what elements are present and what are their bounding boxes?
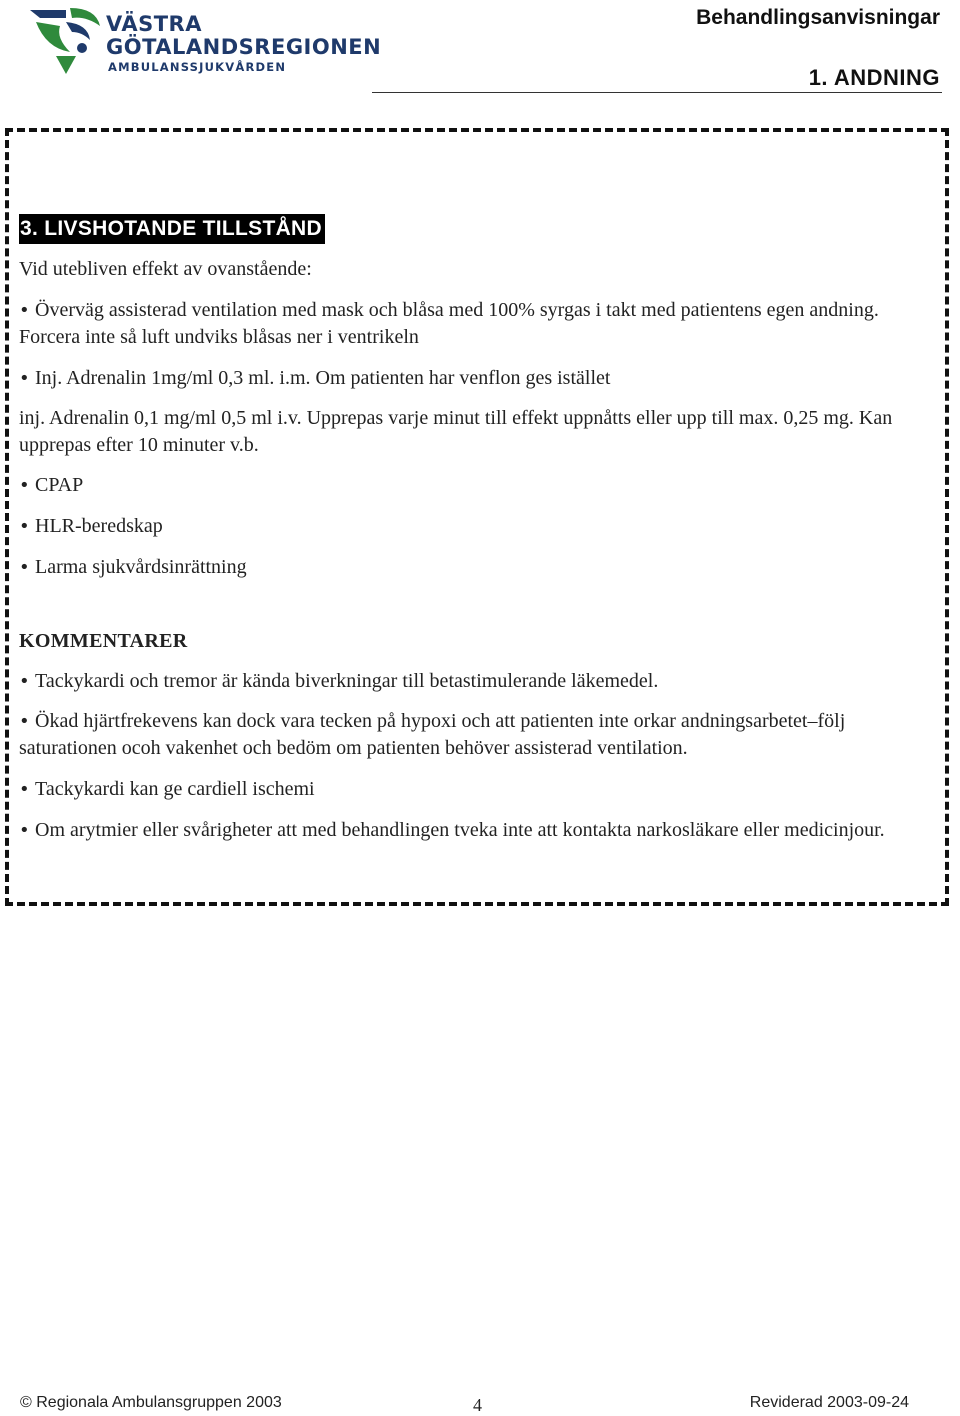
bullet-icon: [19, 365, 35, 392]
chapter-title: 1. ANDNING: [808, 65, 940, 90]
page-header: [0, 0, 960, 100]
page-number: 4: [473, 1395, 482, 1415]
logo-text-line2: GÖTALANDSREGIONEN: [106, 35, 382, 59]
bullet-icon: [19, 708, 35, 735]
list-item: •Tackykardi och tremor är kända biverkningar till betastimulerande läkemedel.: [19, 668, 939, 695]
header-divider: [372, 92, 942, 93]
section-intro: Vid utebliven effekt av ovanstående:: [19, 258, 312, 280]
document-title: Behandlingsanvisningar: [696, 6, 940, 29]
bullet-icon: [19, 668, 35, 695]
vgr-logo: [26, 4, 382, 76]
page-footer: [0, 1394, 960, 1416]
bullet-icon: [19, 472, 35, 499]
bullet-icon: [19, 817, 35, 844]
bullet-icon: [19, 513, 35, 540]
logo-text-line1: VÄSTRA: [106, 12, 202, 36]
section-title: 3. LIVSHOTANDE TILLSTÅND: [19, 214, 325, 244]
logo-emblem-icon: [26, 4, 106, 76]
list-item: •Om arytmier eller svårigheter att med behandlingen tveka inte att kontakta narkosläkare eller medicinjour.: [19, 817, 939, 844]
comments-title: KOMMENTARER: [19, 630, 188, 652]
list-item: •Ökad hjärtfrekevens kan dock vara tecken på hypoxi och att patienten inte orkar andningsarbetet–följ saturationen ocoh vakenhet och bedöm om patienten behöver assisterad ventilation.: [19, 708, 939, 762]
bullet-icon: [19, 554, 35, 581]
list-item: •CPAP: [19, 472, 939, 499]
list-item: •Larma sjukvårdsinrättning: [19, 554, 939, 581]
bullet-icon: [19, 297, 35, 324]
list-item: •HLR-beredskap: [19, 513, 939, 540]
logo-text-line3: AMBULANSSJUKVÅRDEN: [108, 60, 287, 74]
list-item: •Överväg assisterad ventilation med mask och blåsa med 100% syrgas i takt med patientens egen andning. Forcera inte så luft undviks blåsas ner i ventrikeln: [19, 297, 939, 351]
bullet-icon: [19, 776, 35, 803]
list-item: •Tackykardi kan ge cardiell ischemi: [19, 776, 939, 803]
dosage-continuation: inj. Adrenalin 0,1 mg/ml 0,5 ml i.v. Upprepas varje minut till effekt uppnåtts eller upp till max. 0,25 mg. Kan upprepas efter 10 minuter v.b.: [19, 407, 893, 456]
revision-date: Reviderad 2003-09-24: [749, 1394, 909, 1411]
main-content: [19, 214, 939, 844]
copyright-text: © Regionala Ambulansgruppen 2003: [20, 1394, 282, 1411]
list-item: •Inj. Adrenalin 1mg/ml 0,3 ml. i.m. Om patienten har venflon ges istället: [19, 365, 939, 392]
section-heading: [19, 214, 939, 244]
